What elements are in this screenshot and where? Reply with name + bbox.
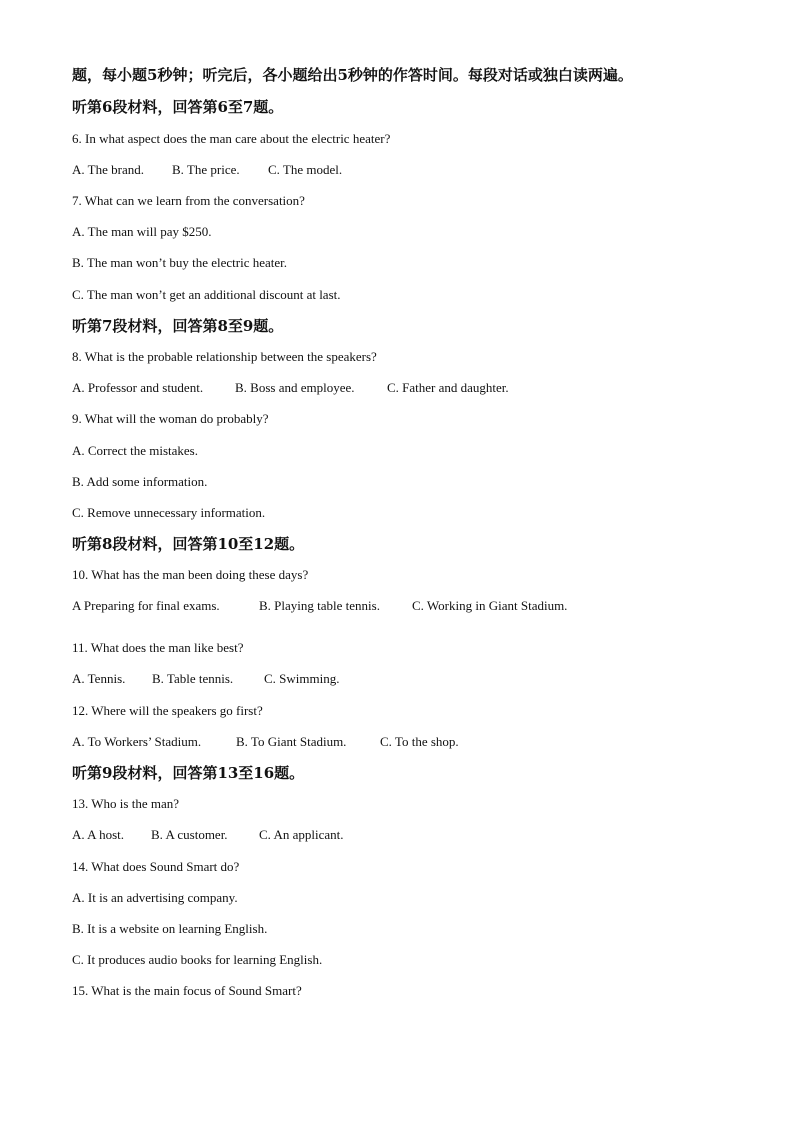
option-9a: A. Correct the mistakes. (72, 443, 198, 458)
question-11: 11. What does the man like best? (72, 640, 244, 655)
intro-instruction: 题，每小题5秒钟；听完后，各小题给出5秒钟的作答时间。每段对话或独白读两遍。 (72, 66, 633, 84)
option-7b: B. The man won’t buy the electric heater. (72, 255, 288, 270)
question-12: 12. Where will the speakers go first? (72, 703, 263, 718)
section-heading-6: 听第6段材料，回答第6至7题。 (72, 98, 284, 116)
option-14b: B. It is a website on learning English. (72, 921, 268, 936)
options-row-10 (72, 598, 567, 614)
option-6c: C. The model. (268, 162, 343, 177)
option-9c: C. Remove unnecessary information. (72, 505, 266, 520)
option-8b: B. Boss and employee. (235, 380, 355, 395)
option-7c: C. The man won’t get an additional discount at last. (72, 287, 341, 302)
option-10c: C. Working in Giant Stadium. (412, 598, 568, 613)
options-row-8 (72, 380, 509, 396)
options-row-12 (72, 734, 459, 750)
option-13c: C. An applicant. (259, 827, 344, 842)
section-heading-7: 听第7段材料，回答第8至9题。 (72, 317, 284, 335)
option-6b: B. The price. (172, 162, 240, 177)
option-7a: A. The man will pay $250. (72, 224, 212, 239)
question-14: 14. What does Sound Smart do? (72, 859, 240, 874)
question-15: 15. What is the main focus of Sound Smart? (72, 983, 302, 998)
options-row-6 (72, 162, 342, 178)
question-7: 7. What can we learn from the conversation? (72, 193, 305, 208)
option-13a: A. A host. (72, 827, 125, 842)
option-14a: A. It is an advertising company. (72, 890, 238, 905)
option-8c: C. Father and daughter. (387, 380, 509, 395)
section-heading-8: 听第8段材料，回答第10至12题。 (72, 535, 305, 553)
option-6a: A. The brand. (72, 162, 144, 177)
question-10: 10. What has the man been doing these days? (72, 567, 309, 582)
option-13b: B. A customer. (151, 827, 228, 842)
question-9: 9. What will the woman do probably? (72, 411, 269, 426)
option-12b: B. To Giant Stadium. (236, 734, 347, 749)
option-12a: A. To Workers’ Stadium. (72, 734, 202, 749)
option-12c: C. To the shop. (380, 734, 459, 749)
option-11c: C. Swimming. (264, 671, 340, 686)
option-9b: B. Add some information. (72, 474, 208, 489)
options-row-13 (72, 827, 344, 843)
section-heading-9: 听第9段材料，回答第13至16题。 (72, 764, 305, 782)
question-13: 13. Who is the man? (72, 796, 179, 811)
option-11a: A. Tennis. (72, 671, 126, 686)
options-row-11 (72, 671, 340, 687)
option-11b: B. Table tennis. (152, 671, 234, 686)
option-10b: B. Playing table tennis. (259, 598, 380, 613)
question-8: 8. What is the probable relationship between the speakers? (72, 349, 377, 364)
option-10a: A Preparing for final exams. (72, 598, 220, 613)
option-8a: A. Professor and student. (72, 380, 204, 395)
question-6: 6. In what aspect does the man care about the electric heater? (72, 131, 391, 146)
option-14c: C. It produces audio books for learning English. (72, 952, 323, 967)
